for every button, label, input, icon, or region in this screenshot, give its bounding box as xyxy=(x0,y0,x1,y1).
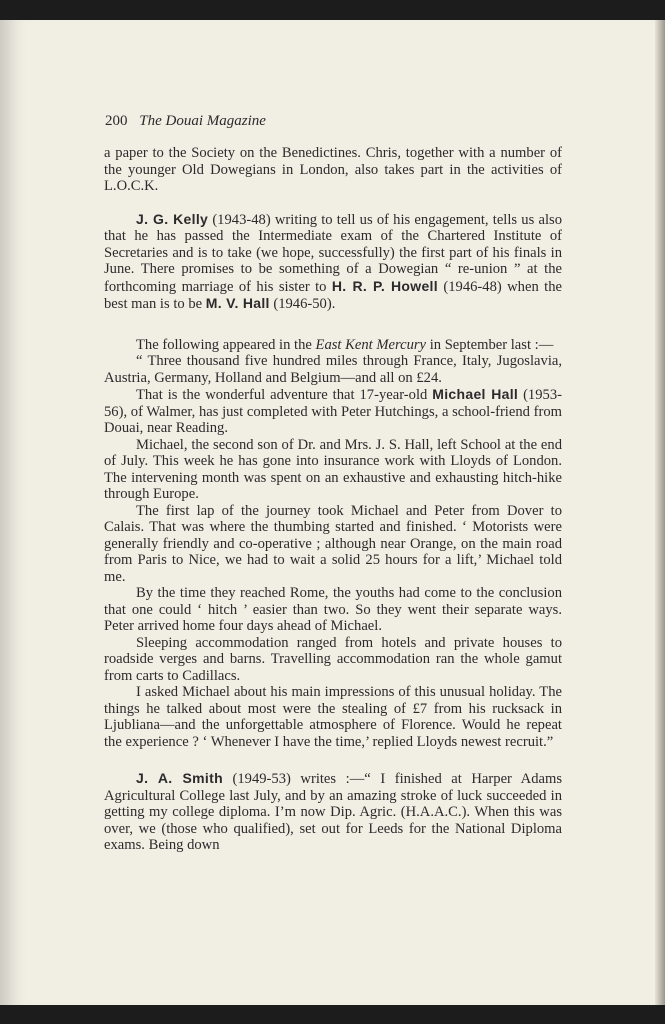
paragraph xyxy=(104,770,562,854)
paragraph-text: (1946-50). xyxy=(269,296,336,312)
paragraph: a paper to the Society on the Benedictines. Chris, together with a number of the younger Old Dowegians in London, also takes part in the activities of L.O.C.K. xyxy=(104,145,562,194)
paragraph-text: The following appeared in the xyxy=(136,336,316,353)
newspaper-title: East Kent Mercury xyxy=(315,336,427,353)
paragraph xyxy=(104,337,562,354)
paragraph: The first lap of the journey took Michael and Peter from Dover to Calais. That was where the thumbing started and finished. ‘ Motorists were generally friendly and co-operative ; although near Orange, on the main road from Paris to Nice, we had to wait a solid 25 hours for a lift,’ Michael told me. xyxy=(104,502,562,585)
paragraph: Michael, the second son of Dr. and Mrs. J. S. Hall, left School at the end of July. This week he has gone into insurance work with Lloyds of London. The intervening month was spent on an exhaustive and exhausting hitch-hike through Europe. xyxy=(104,436,562,502)
person-name: J. A. Smith xyxy=(136,770,223,786)
journal-title: The Douai Magazine xyxy=(139,113,266,129)
paragraph: I asked Michael about his main impressions of this unusual holiday. The things he talked about most were the stealing of £7 from his rucksack in Ljubliana—and the unforgettable atmosphere of Florence. Would he repeat the experience ? ‘ Whenever I have the time,’ replied Lloyds newest recruit.” xyxy=(104,684,562,750)
person-name: M. V. Hall xyxy=(205,295,270,311)
paragraph-text: (1946-48) when the best man is to be xyxy=(104,278,563,312)
page-number: 200 xyxy=(105,113,128,129)
paragraph xyxy=(104,386,562,437)
person-name: Michael Hall xyxy=(432,386,519,402)
paragraph-text: (1943-48) writing to tell us of his engagement, tells us also that he has passed the Intermediate exam of the Chartered Institute of Secretaries and is to take (we hope, successfully) the first part of his finals in June. There promises to be something of a Dowegian “ re-union ” at the forthcoming marriage of his sister to xyxy=(104,211,562,295)
page-right-edge xyxy=(655,20,665,1005)
running-header xyxy=(105,113,266,130)
person-name: H. R. P. Howell xyxy=(331,277,438,294)
person-name: J. G. Kelly xyxy=(136,210,209,227)
paragraph-text: That is the wonderful adventure that 17-year-old xyxy=(136,387,433,403)
paragraph: By the time they reached Rome, the youths had come to the conclusion that one could ‘ hitch ’ easier than two. So they went their separate ways. Peter arrived home four days ahead of Michael. xyxy=(104,585,562,634)
article-body xyxy=(104,145,562,854)
paragraph-text: in September last :— xyxy=(426,336,554,353)
paragraph-text: (1953-56), of Walmer, has just completed with Peter Hutchings, a school-friend from Douai, near Reading. xyxy=(104,387,562,436)
paragraph-text: (1949-53) writes :—“ I finished at Harper Adams Agricultural College last July, and by an amazing stroke of luck succeeded in getting my college diploma. I’m now Dip. Agric. (H.A.A.C.). When this was over, we (those who qualified), set out for Leeds for the National Diploma exams. Being down xyxy=(104,771,562,853)
paragraph: Sleeping accommodation ranged from hotels and private houses to roadside verges and barns. Travelling accommodation ran the whole gamut from carts to Cadillacs. xyxy=(104,634,562,684)
paragraph xyxy=(104,211,562,313)
paragraph: “ Three thousand five hundred miles through France, Italy, Jugoslavia, Austria, Germany, Holland and Belgium—and all on £24. xyxy=(104,353,562,386)
